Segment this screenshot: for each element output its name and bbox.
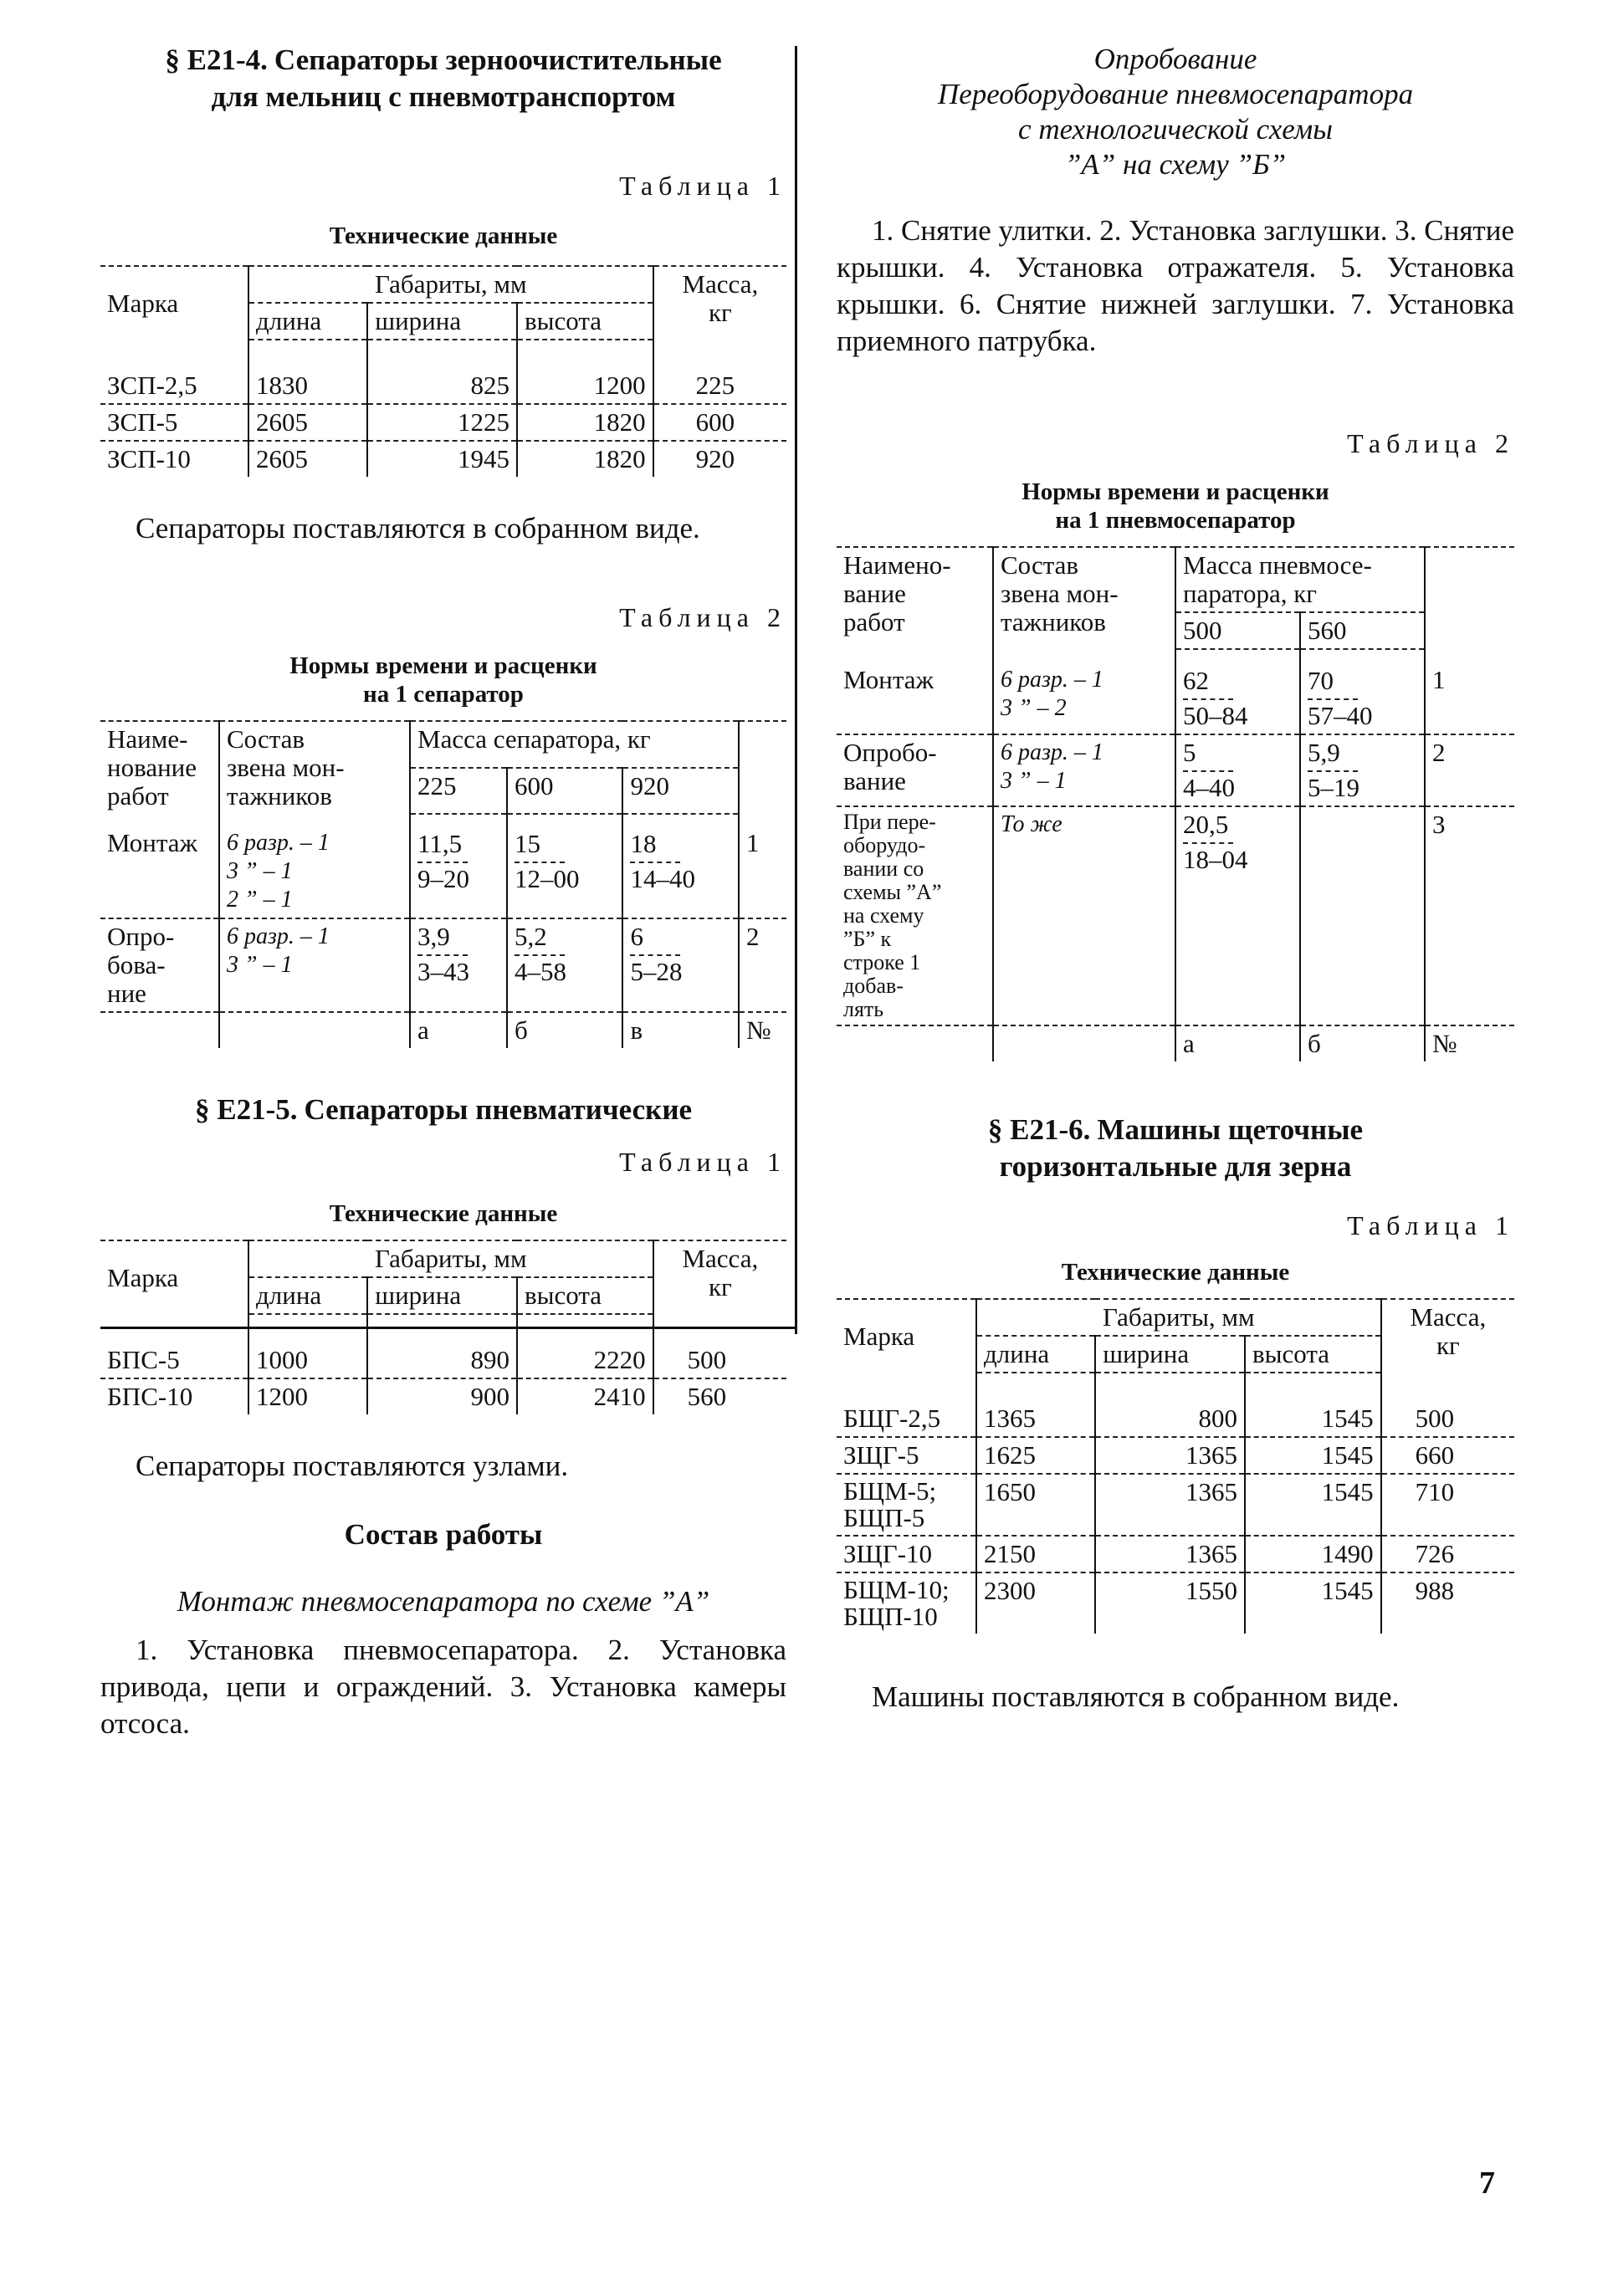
page-number: 7 bbox=[1479, 2166, 1495, 2201]
table-row: БПС-10 1200 900 2410 560 bbox=[100, 1378, 786, 1414]
table-footer-row: а б в № bbox=[100, 1012, 786, 1048]
column-divider bbox=[795, 46, 797, 1334]
norms-table-e21-4: Наиме- нование работ Состав звена мон- тажников Масса сепаратора, кг 225 600 920 Монтаж 6 разр. – 1 3 ” – 1 2 ” – 1 11,5 9–20 15 12–00 18 14–40 1 Опро- бова- ние 6 разр. – 1 3 ” – 1 3,9 3–43 5,2 4–58 6 5–28 2 а б в № bbox=[100, 720, 786, 1048]
table-row: БЩМ-5; БЩП-5 1650 1365 1545 710 bbox=[837, 1474, 1514, 1536]
header-height: высота bbox=[517, 303, 653, 340]
table-label: Таблица 2 bbox=[619, 602, 786, 632]
work-text: 1. Установка пневмосепаратора. 2. Установка привода, цепи и ограждений. 3. Установка камеры отсоса. bbox=[100, 1634, 786, 1740]
table-label: Таблица 1 bbox=[619, 1147, 786, 1177]
header-mass: Масса сепаратора, кг bbox=[410, 721, 739, 768]
tech-data-table-e21-4 bbox=[100, 265, 786, 477]
norms-table-e21-5: Наимено- вание работ Состав звена мон- тажников Масса пневмосе- паратора, кг 500 560 Монтаж 6 разр. – 1 3 ” – 2 62 50–84 70 57–40 1 Опробо- вание 6 разр. – 1 3 ” – 1 5 4–40 5,9 5–19 2 При пере- оборудо- вании со схемы ”А” на схему ”Б” к строке 1 добав- лять То же 20,5 18–04 3 а б № bbox=[837, 546, 1514, 1061]
table-caption: Технические данные bbox=[1061, 1259, 1290, 1286]
section-e21-4-title-line2: для мельниц с пневмотранспортом bbox=[211, 80, 676, 113]
table-row: БЩМ-10; БЩП-10 2300 1550 1545 988 bbox=[837, 1572, 1514, 1634]
header-width: ширина bbox=[367, 303, 517, 340]
header-work-name: Наиме- нование работ bbox=[100, 721, 219, 814]
header-mark: Марка bbox=[100, 266, 248, 340]
table-label: Таблица 2 bbox=[1347, 428, 1514, 458]
table-row: ЗЩГ-5 1625 1365 1545 660 bbox=[837, 1437, 1514, 1474]
table-row: ЗЩГ-10 2150 1365 1490 726 bbox=[837, 1536, 1514, 1572]
table-row: Монтаж 6 разр. – 1 3 ” – 2 62 50–84 70 57–40 1 bbox=[837, 649, 1514, 734]
header-crew: Состав звена мон- тажников bbox=[219, 721, 410, 814]
section-e21-6-title: § Е21-6. Машины щеточные bbox=[987, 1113, 1364, 1146]
section-e21-4-title: § Е21-4. Сепараторы зерноочистительные bbox=[165, 43, 722, 76]
left-column bbox=[100, 0, 786, 1742]
table-caption-line2: на 1 пневмосепаратор bbox=[1055, 507, 1296, 534]
right-column bbox=[837, 0, 1514, 1716]
table-caption: Технические данные bbox=[329, 222, 558, 249]
work-composition-title: Состав работы bbox=[344, 1518, 543, 1551]
table-row: Монтаж 6 разр. – 1 3 ” – 1 2 ” – 1 11,5 9–20 15 12–00 18 14–40 1 bbox=[100, 814, 786, 918]
table-row: БПС-5 1000 890 2220 500 bbox=[100, 1342, 786, 1378]
table-row: БЩГ-2,5 1365 800 1545 500 bbox=[837, 1401, 1514, 1437]
section-e21-5-title: § Е21-5. Сепараторы пневматические bbox=[194, 1093, 693, 1126]
table-label: Таблица 1 bbox=[619, 171, 786, 201]
table-row: При пере- оборудо- вании со схемы ”А” на схему ”Б” к строке 1 добав- лять То же 20,5 18–04 3 bbox=[837, 806, 1514, 1025]
work-subtitle: Монтаж пневмосепаратора по схеме ”А” bbox=[177, 1585, 710, 1618]
header-dims: Габариты, мм bbox=[248, 266, 653, 303]
tech-data-table-e21-6: Марка Габариты, мм Масса, кг длина ширина высота БЩГ-2,5 1365 800 1545 500 ЗЩГ-5 1625 1365 1545 660 БЩМ-5; БЩП-5 1650 1365 1545 710 ЗЩГ-10 2150 1365 1490 726 БЩМ-10; БЩП-10 2300 1550 1545 988 bbox=[837, 1298, 1514, 1634]
table-row: Опро- бова- ние 6 разр. – 1 3 ” – 1 3,9 3–43 5,2 4–58 6 5–28 2 bbox=[100, 918, 786, 1012]
header-length: длина bbox=[248, 303, 367, 340]
table-row: ЗСП-10 2605 1945 1820 920 bbox=[100, 441, 786, 477]
header-mass: Масса, кг bbox=[653, 266, 786, 340]
note-assembled-machines: Машины поставляются в собранном виде. bbox=[872, 1680, 1400, 1713]
table-caption: Нормы времени и расценки bbox=[1021, 478, 1329, 505]
table-caption: Нормы времени и расценки bbox=[289, 652, 597, 679]
table-footer-row: а б № bbox=[837, 1025, 1514, 1061]
section-e21-6-title-line2: горизонтальные для зерна bbox=[999, 1150, 1352, 1183]
table-row: Опробо- вание 6 разр. – 1 3 ” – 1 5 4–40 5,9 5–19 2 bbox=[837, 734, 1514, 806]
table-row: ЗСП-2,5 1830 825 1200 225 bbox=[100, 368, 786, 404]
note-units: Сепараторы поставляются узлами. bbox=[136, 1450, 569, 1482]
table-caption: Технические данные bbox=[329, 1200, 558, 1227]
table-caption-line2: на 1 сепаратор bbox=[363, 681, 524, 708]
table-row: ЗСП-5 2605 1225 1820 600 bbox=[100, 404, 786, 441]
table-label: Таблица 1 bbox=[1347, 1210, 1514, 1240]
tech-data-table-e21-5: Марка Габариты, мм Масса, кг длина ширина высота БПС-5 1000 890 2220 500 БПС-10 1200 900 2410 560 bbox=[100, 1240, 786, 1414]
conversion-steps: 1. Снятие улитки. 2. Установка заглушки. 3. Снятие крышки. 4. Установка отражателя. 5. Установка крышки. 6. Снятие нижней заглушки. 7. Установка приемного патрубка. bbox=[837, 214, 1514, 357]
testing-title: Опробование Переоборудование пневмосепаратора с технологической схемы ”А” на схему ”Б” bbox=[937, 43, 1414, 181]
note-assembled: Сепараторы поставляются в собранном виде. bbox=[136, 512, 700, 545]
